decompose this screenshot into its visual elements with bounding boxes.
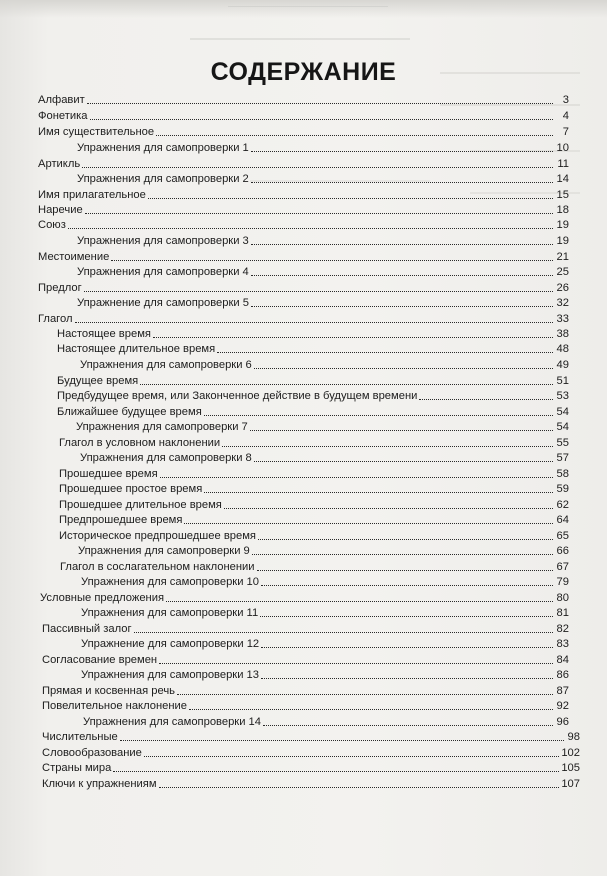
toc-label: Предлог [38,282,82,294]
toc-entry-exercise-10 [81,573,569,589]
toc-label: Алфавит [38,94,85,106]
toc-entry-exercise-14 [83,713,569,729]
toc-entry-historical-past-perfect [59,527,569,543]
toc-entry-past-tense [59,465,569,481]
toc-entry-conditional-sentences [40,589,569,605]
toc-page-number: 62 [556,499,569,511]
dot-leader [251,306,553,307]
toc-page-number: 25 [556,266,569,278]
toc-page-number: 26 [556,282,569,294]
toc-page-number: 58 [556,468,569,480]
dot-leader [254,461,553,462]
toc-page-number: 55 [556,437,569,449]
dot-leader [261,647,553,648]
toc-label: Прямая и косвенная речь [42,685,175,697]
toc-label: Имя существительное [38,126,155,138]
toc-page-number: 32 [556,297,569,309]
toc-entry-exercise-13 [81,666,569,682]
toc-label: Глагол в условном наклонении [59,437,221,449]
toc-entry-countries [42,759,580,775]
toc-page-number: 38 [556,328,569,340]
toc-entry-exercise-5 [77,294,569,310]
toc-label: Наречие [38,204,83,216]
dot-leader [251,151,553,152]
toc-label: Будущее время [57,375,139,387]
toc-entry-future-tense [57,372,569,388]
toc-entry-conditional-mood [59,434,569,450]
toc-label: Упражнения для самопроверки 8 [80,452,252,464]
dot-leader [204,492,553,493]
toc-entry-exercise-3 [77,232,569,248]
dot-leader [257,570,553,571]
toc-entry-future-perfect [57,387,569,403]
toc-label: Фонетика [38,110,88,122]
toc-entry-answer-keys [42,775,580,791]
toc-entry-exercise-1 [77,139,569,155]
toc-page-number: 19 [556,219,569,231]
dot-leader [75,322,553,323]
toc-label: Упражнения для самопроверки 10 [81,576,259,588]
toc-entry-word-formation [42,744,580,760]
toc-entry-imperative-mood [42,697,569,713]
toc-label: Предбудущее время, или Законченное действие в будущем времени [57,390,418,402]
toc-label: Настоящее время [57,328,151,340]
toc-page-number: 87 [556,685,569,697]
toc-entry-article [38,155,569,171]
dot-leader [224,508,553,509]
toc-page-number: 82 [556,623,569,635]
toc-entry-exercise-8 [80,449,569,465]
toc-label: Согласование времен [42,654,158,666]
dot-leader [90,119,554,120]
dot-leader [217,352,553,353]
toc-page-number: 79 [556,576,569,588]
dot-leader [134,632,553,633]
toc-page-number: 105 [561,762,580,774]
dot-leader [84,291,553,292]
toc-entry-exercise-2 [77,170,569,186]
toc-entry-exercise-11 [81,604,569,620]
toc-label: Глагол [38,313,73,325]
toc-entry-numerals [42,728,580,744]
toc-page-number: 51 [556,375,569,387]
toc-entry-present-tense [57,325,569,341]
dot-leader [159,787,560,788]
toc-page-number: 4 [562,110,569,122]
dot-leader [252,554,553,555]
toc-entry-exercise-4 [77,263,569,279]
dot-leader [261,585,553,586]
toc-label: Ключи к упражнениям [42,778,157,790]
toc-label: Условные предложения [40,592,165,604]
dot-leader [177,694,553,695]
toc-page-number: 33 [556,313,569,325]
toc-page-number: 19 [556,235,569,247]
toc-page-number: 18 [556,204,569,216]
toc-label: Пассивный залог [42,623,132,635]
toc-page-number: 65 [556,530,569,542]
toc-label: Страны мира [42,762,112,774]
toc-page-number: 3 [562,94,569,106]
dot-leader [82,167,553,168]
toc-page-number: 53 [556,390,569,402]
toc-entry-pronoun [38,248,569,264]
toc-label: Ближайшее будущее время [57,406,202,418]
toc-label: Местоимение [38,251,110,263]
toc-label: Упражнения для самопроверки 9 [78,545,250,557]
toc-label: Упражнения для самопроверки 13 [81,669,259,681]
dot-leader [87,103,553,104]
dot-leader [204,415,553,416]
dot-leader [419,399,553,400]
dot-leader [251,275,553,276]
toc-entry-passive-voice [42,620,569,636]
dot-leader [166,601,553,602]
toc-page-number: 10 [556,142,569,154]
dot-leader [148,198,553,199]
toc-page-number: 83 [556,638,569,650]
toc-label: Упражнения для самопроверки 3 [77,235,249,247]
toc-label: Числительные [42,731,118,743]
toc-page-number: 66 [556,545,569,557]
toc-entry-past-simple [59,480,569,496]
dot-leader [251,182,553,183]
dot-leader [189,709,553,710]
toc-page-number: 54 [556,406,569,418]
toc-label: Настоящее длительное время [57,343,216,355]
toc-entry-phonetics [38,107,569,123]
toc-entry-adjective [38,186,569,202]
dot-leader [258,539,553,540]
toc-entry-adverb [38,201,569,217]
toc-label: Упражнения для самопроверки 1 [77,142,249,154]
dot-leader [250,430,553,431]
page-title: СОДЕРЖАНИЕ [210,58,397,86]
toc-entry-direct-indirect-speech [42,682,569,698]
toc-entry-past-continuous [59,496,569,512]
toc-label: Словообразование [42,747,142,759]
toc-page-number: 7 [562,126,569,138]
toc-entry-past-perfect [59,511,569,527]
toc-page-number: 84 [556,654,569,666]
toc-page-number: 96 [556,716,569,728]
dot-leader [111,260,553,261]
toc-page-number: 86 [556,669,569,681]
dot-leader [254,368,553,369]
dot-leader [159,663,553,664]
toc-label: Упражнения для самопроверки 6 [80,359,252,371]
dot-leader [85,213,553,214]
toc-label: Упражнения для самопроверки 14 [83,716,261,728]
toc-page-number: 11 [557,158,569,170]
toc-label: Упражнения для самопроверки 11 [81,607,259,619]
toc-entry-exercise-9 [78,542,569,558]
toc-page-number: 81 [556,607,569,619]
toc-page-number: 64 [556,514,569,526]
dot-leader [222,446,553,447]
toc-label: Повелительное наклонение [42,700,187,712]
toc-page-number: 14 [556,173,569,185]
toc-label: Упражнения для самопроверки 7 [76,421,248,433]
dot-leader [160,477,553,478]
dot-leader [144,756,559,757]
toc-page-number: 102 [561,747,580,759]
toc-entry-preposition [38,279,569,295]
toc-entry-subjunctive-mood [60,558,569,574]
dot-leader [113,771,559,772]
toc-page-number: 15 [556,189,569,201]
toc-entry-noun [38,123,569,139]
dot-leader [251,244,553,245]
toc-page-number: 98 [567,731,580,743]
toc-label: Глагол в сослагательном наклонении [60,561,255,573]
toc-entry-conjunction [38,216,569,232]
toc-label: Упражнения для самопроверки 4 [77,266,249,278]
toc-label: Упражнения для самопроверки 2 [77,173,249,185]
toc-label: Прошедшее простое время [59,483,203,495]
dot-leader [156,135,553,136]
toc-entry-present-continuous [57,340,569,356]
toc-page-number: 67 [556,561,569,573]
toc-page-number: 48 [556,343,569,355]
toc-label: Артикль [38,158,81,170]
dot-leader [140,384,553,385]
dot-leader [120,740,564,741]
toc-page-number: 92 [556,700,569,712]
toc-entry-verb [38,310,569,326]
dot-leader [68,228,553,229]
toc-entry-alphabet [38,91,569,107]
toc-page-number: 54 [556,421,569,433]
toc-label: Прошедшее длительное время [59,499,222,511]
toc-label: Предпрошедшее время [59,514,183,526]
toc-page-number: 49 [556,359,569,371]
toc-entry-near-future [57,403,569,419]
toc-label: Прошедшее время [59,468,158,480]
toc-entry-exercise-12 [81,635,569,651]
toc-page-number: 107 [561,778,580,790]
dot-leader [263,725,553,726]
toc-label: Историческое предпрошедшее время [59,530,256,542]
toc-page-number: 59 [556,483,569,495]
toc-entry-sequence-of-tenses [42,651,569,667]
toc-entry-exercise-6 [80,356,569,372]
toc-page-number: 57 [556,452,569,464]
toc-label: Упражнение для самопроверки 5 [77,297,249,309]
dot-leader [260,616,553,617]
toc-page-number: 80 [556,592,569,604]
dot-leader [153,337,553,338]
dot-leader [184,523,553,524]
toc-label: Союз [38,219,66,231]
toc-label: Имя прилагательное [38,189,146,201]
dot-leader [261,678,553,679]
toc-label: Упражнение для самопроверки 12 [81,638,260,650]
toc-entry-exercise-7 [76,418,569,434]
toc-page-number: 21 [556,251,569,263]
